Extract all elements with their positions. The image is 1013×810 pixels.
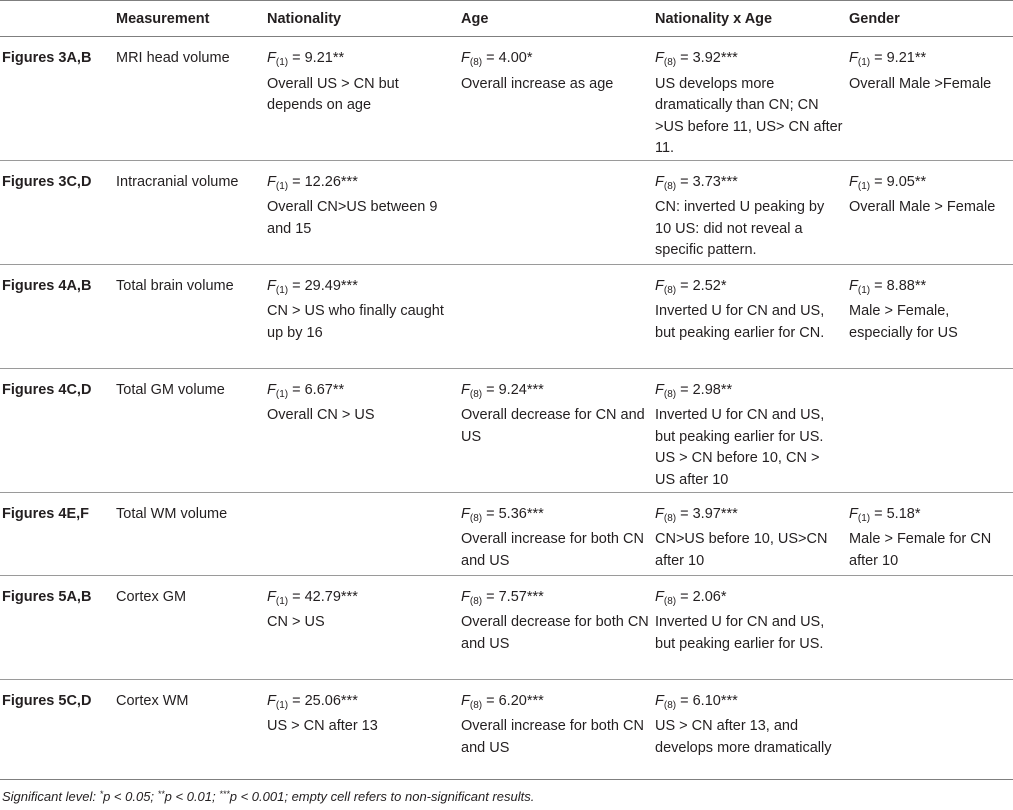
- f-symbol: F: [655, 381, 664, 398]
- degrees-of-freedom: (8): [469, 512, 483, 524]
- effect-description: CN: inverted U peaking by 10 US: did not reveal a specific pattern.: [655, 199, 825, 258]
- f-statistic: [267, 587, 455, 613]
- f-statistic: [655, 48, 843, 74]
- degrees-of-freedom: (8): [663, 595, 677, 607]
- header-nationality: Nationality: [265, 1, 459, 37]
- table-row: [0, 492, 1013, 575]
- f-symbol: F: [461, 588, 470, 605]
- f-symbol: F: [849, 50, 858, 66]
- footnote-symbol-3: ***: [219, 789, 230, 799]
- measurement-cell: Total GM volume: [116, 368, 265, 492]
- f-value: = 4.00*: [482, 50, 533, 66]
- interaction-cell: [653, 679, 847, 779]
- footnote-text-3: p < 0.001; empty cell refers to non-significant results.: [229, 789, 535, 804]
- f-value: = 5.36***: [482, 505, 544, 522]
- f-statistic: [849, 172, 1009, 198]
- table-row: [0, 575, 1013, 679]
- effect-description: Overall increase for both CN and US: [461, 718, 644, 756]
- f-value: = 3.73***: [676, 173, 738, 190]
- degrees-of-freedom: (1): [275, 180, 289, 192]
- degrees-of-freedom: (8): [469, 699, 483, 711]
- f-statistic: [267, 276, 455, 302]
- degrees-of-freedom: (8): [663, 512, 677, 524]
- f-symbol: F: [461, 381, 470, 398]
- age-cell: [459, 575, 653, 679]
- interaction-cell: [653, 264, 847, 368]
- degrees-of-freedom: (8): [663, 180, 677, 192]
- effect-description: Overall decrease for CN and US: [461, 407, 645, 445]
- effect-description: CN > US: [267, 614, 325, 630]
- f-value: = 25.06***: [288, 692, 358, 709]
- f-symbol: F: [267, 692, 276, 709]
- f-statistic: [655, 172, 843, 198]
- header-row: [0, 1, 1013, 37]
- interaction-cell: [653, 575, 847, 679]
- f-symbol: F: [461, 692, 470, 709]
- f-statistic: [849, 504, 1009, 530]
- age-cell: [459, 264, 653, 368]
- degrees-of-freedom: (8): [469, 595, 483, 607]
- effect-description: Inverted U for CN and US, but peaking earlier for CN.: [655, 303, 825, 341]
- f-value: = 8.88**: [870, 277, 927, 294]
- f-statistic: [461, 504, 649, 530]
- f-symbol: F: [655, 505, 664, 522]
- effect-description: US > CN after 13: [267, 718, 378, 734]
- degrees-of-freedom: (8): [663, 699, 677, 711]
- interaction-cell: [653, 492, 847, 575]
- f-statistic: [461, 380, 649, 406]
- measurement-cell: Cortex GM: [116, 575, 265, 679]
- interaction-cell: [653, 37, 847, 161]
- degrees-of-freedom: (1): [857, 180, 871, 192]
- f-value: = 42.79***: [288, 588, 358, 605]
- f-statistic: [849, 48, 1009, 74]
- f-symbol: F: [267, 588, 276, 605]
- effect-description: Overall CN > US: [267, 407, 375, 423]
- f-value: = 3.92***: [676, 50, 738, 66]
- effect-description: Overall CN>US between 9 and 15: [267, 199, 438, 237]
- header-age: Age: [459, 1, 653, 37]
- degrees-of-freedom: (1): [857, 512, 871, 524]
- f-symbol: F: [655, 588, 664, 605]
- f-value: = 2.06*: [676, 588, 727, 605]
- gender-cell: [847, 368, 1013, 492]
- f-value: = 3.97***: [676, 505, 738, 522]
- degrees-of-freedom: (1): [275, 595, 289, 607]
- effect-description: US > CN after 13, and develops more dramatically: [655, 718, 832, 756]
- f-symbol: F: [461, 505, 470, 522]
- f-symbol: F: [655, 173, 664, 190]
- table-row: [0, 160, 1013, 264]
- nationality-cell: [265, 264, 459, 368]
- figure-cell: Figures 4A,B: [0, 264, 116, 368]
- figure-cell: Figures 5C,D: [0, 679, 116, 779]
- effect-description: Overall increase for both CN and US: [461, 531, 644, 569]
- nationality-cell: [265, 37, 459, 161]
- f-symbol: F: [849, 505, 858, 522]
- effect-description: Male > Female, especially for US: [849, 303, 958, 341]
- degrees-of-freedom: (8): [663, 57, 677, 68]
- footnote-lead: Significant level:: [2, 789, 100, 804]
- degrees-of-freedom: (1): [857, 57, 871, 68]
- f-value: = 6.67**: [288, 381, 345, 398]
- effect-description: Overall decrease for both CN and US: [461, 614, 649, 652]
- effect-description: Inverted U for CN and US, but peaking earlier for US.: [655, 614, 825, 652]
- f-symbol: F: [849, 277, 858, 294]
- degrees-of-freedom: (1): [275, 388, 289, 400]
- degrees-of-freedom: (1): [275, 284, 289, 296]
- f-symbol: F: [267, 277, 276, 294]
- measurement-cell: Intracranial volume: [116, 160, 265, 264]
- measurement-cell: Cortex WM: [116, 679, 265, 779]
- age-cell: [459, 37, 653, 161]
- f-symbol: F: [461, 50, 470, 66]
- effect-description: Male > Female for CN after 10: [849, 531, 992, 569]
- f-value: = 9.24***: [482, 381, 544, 398]
- f-statistic: [461, 48, 649, 74]
- f-symbol: F: [655, 50, 664, 66]
- degrees-of-freedom: (1): [275, 699, 289, 711]
- footnote-symbol-2: **: [157, 789, 165, 799]
- footnote-text-2: p < 0.01;: [164, 789, 220, 804]
- footnote-text-1: p < 0.05;: [103, 789, 158, 804]
- nationality-cell: [265, 679, 459, 779]
- nationality-cell: [265, 575, 459, 679]
- f-value: = 7.57***: [482, 588, 544, 605]
- figure-cell: Figures 3A,B: [0, 37, 116, 161]
- degrees-of-freedom: (8): [663, 284, 677, 296]
- degrees-of-freedom: (8): [663, 388, 677, 400]
- degrees-of-freedom: (1): [857, 284, 871, 296]
- f-statistic: [655, 276, 843, 302]
- f-symbol: F: [267, 50, 276, 66]
- gender-cell: [847, 160, 1013, 264]
- f-value: = 9.21**: [288, 50, 345, 66]
- effect-description: Inverted U for CN and US, but peaking earlier for US. US > CN before 10, CN > US after 10: [655, 407, 825, 488]
- f-statistic: [267, 380, 455, 406]
- figure-cell: Figures 4E,F: [0, 492, 116, 575]
- table-row: [0, 679, 1013, 779]
- header-gender: Gender: [847, 1, 1013, 37]
- f-statistic: [655, 587, 843, 613]
- effect-description: US develops more dramatically than CN; CN >US before 11, US> CN after 11.: [655, 75, 843, 156]
- f-symbol: F: [267, 173, 276, 190]
- table-row: [0, 37, 1013, 161]
- f-value: = 12.26***: [288, 173, 358, 190]
- nationality-cell: [265, 160, 459, 264]
- f-value: = 29.49***: [288, 277, 358, 294]
- f-statistic: [267, 691, 455, 717]
- f-statistic: [267, 172, 455, 198]
- f-statistic: [267, 48, 455, 74]
- measurement-cell: Total brain volume: [116, 264, 265, 368]
- header-measurement: Measurement: [116, 1, 265, 37]
- f-symbol: F: [655, 692, 664, 709]
- f-symbol: F: [267, 381, 276, 398]
- header-nationality-x-age: Nationality x Age: [653, 1, 847, 37]
- table-row: [0, 368, 1013, 492]
- nationality-cell: [265, 492, 459, 575]
- f-value: = 5.18*: [870, 505, 921, 522]
- header-figure: [0, 1, 116, 37]
- figure-cell: Figures 3C,D: [0, 160, 116, 264]
- age-cell: [459, 679, 653, 779]
- degrees-of-freedom: (8): [469, 388, 483, 400]
- gender-cell: [847, 37, 1013, 161]
- effect-description: Overall Male > Female: [849, 199, 996, 215]
- f-value: = 6.10***: [676, 692, 738, 709]
- figure-cell: Figures 5A,B: [0, 575, 116, 679]
- f-statistic: [655, 380, 843, 406]
- interaction-cell: [653, 160, 847, 264]
- table-row: [0, 264, 1013, 368]
- f-statistic: [849, 276, 1009, 302]
- nationality-cell: [265, 368, 459, 492]
- f-statistic: [461, 691, 649, 717]
- table-body: [0, 37, 1013, 780]
- f-value: = 9.05**: [870, 173, 927, 190]
- f-symbol: F: [849, 173, 858, 190]
- degrees-of-freedom: (1): [275, 57, 289, 68]
- f-value: = 2.52*: [676, 277, 727, 294]
- gender-cell: [847, 679, 1013, 779]
- effect-description: Overall Male >Female: [849, 75, 992, 92]
- gender-cell: [847, 492, 1013, 575]
- f-statistic: [655, 504, 843, 530]
- effect-description: Overall increase as age: [461, 75, 614, 92]
- age-cell: [459, 492, 653, 575]
- f-statistic: [461, 587, 649, 613]
- table-footnote: [2, 789, 534, 804]
- f-value: = 2.98**: [676, 381, 733, 398]
- figure-cell: Figures 4C,D: [0, 368, 116, 492]
- effect-description: CN>US before 10, US>CN after 10: [655, 531, 828, 569]
- interaction-cell: [653, 368, 847, 492]
- f-statistic: [655, 691, 843, 717]
- f-value: = 6.20***: [482, 692, 544, 709]
- f-symbol: F: [655, 277, 664, 294]
- age-cell: [459, 368, 653, 492]
- gender-cell: [847, 264, 1013, 368]
- effect-description: Overall US > CN but depends on age: [267, 75, 399, 113]
- f-value: = 9.21**: [870, 50, 927, 66]
- degrees-of-freedom: (8): [469, 57, 483, 68]
- measurement-cell: MRI head volume: [116, 37, 265, 161]
- age-cell: [459, 160, 653, 264]
- measurement-cell: Total WM volume: [116, 492, 265, 575]
- footnote-symbol-1: *: [99, 789, 104, 799]
- gender-cell: [847, 575, 1013, 679]
- effect-description: CN > US who finally caught up by 16: [267, 303, 444, 341]
